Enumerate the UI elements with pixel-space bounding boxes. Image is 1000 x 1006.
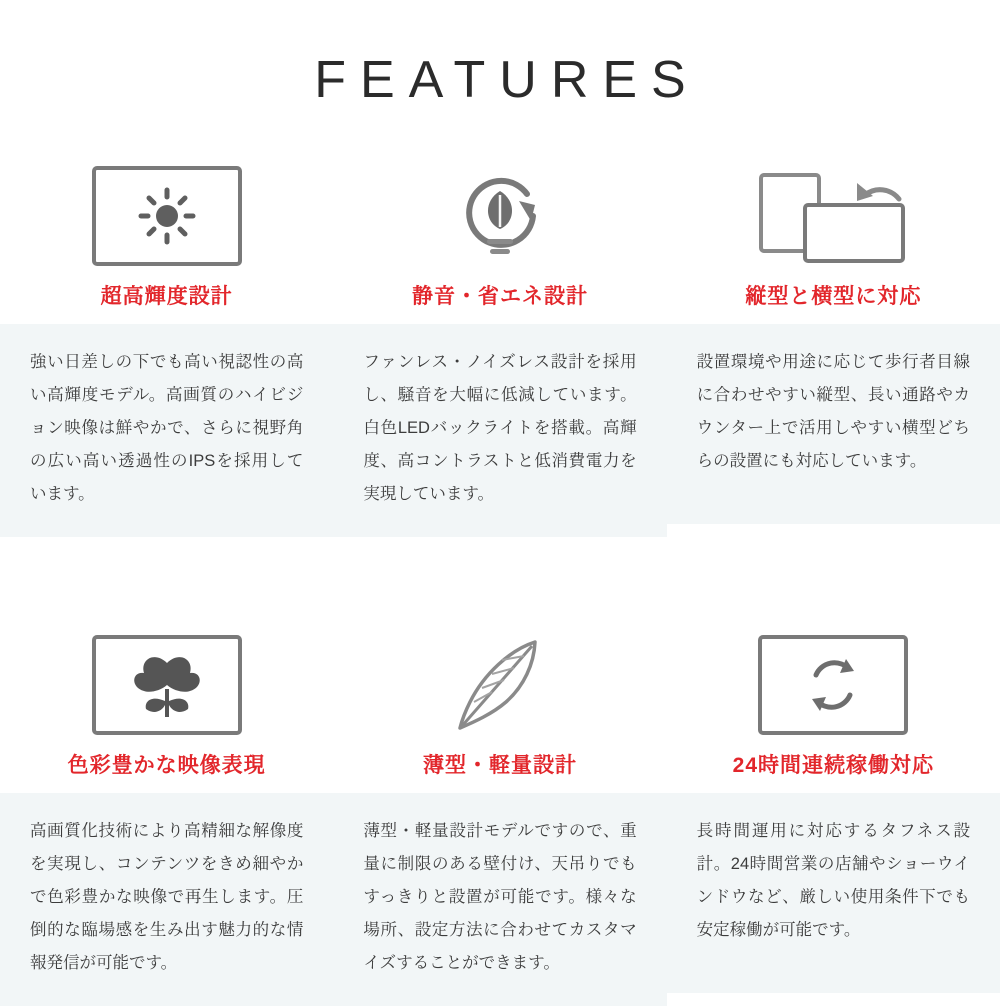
- feature-title: 縦型と横型に対応: [745, 285, 922, 308]
- flower-color-display-icon: [92, 625, 242, 745]
- page-title: FEATURES: [314, 51, 700, 109]
- rotate-orientation-icon: [753, 156, 913, 276]
- continuous-operation-icon: [758, 625, 908, 745]
- feature-body: 強い日差しの下でも高い視認性の高い高輝度モデル。高画質のハイビジョン映像は鮮やかで、さらに視野角の広い高い透過性のIPSを採用しています。: [30, 353, 304, 503]
- feature-body-wrap: [0, 793, 333, 1006]
- brightness-display-icon: [92, 156, 242, 276]
- feature-body: 設置環境や用途に応じて歩行者目線に合わせやすい縦型、長い通路やカウンター上で活用しやすい横型どちらの設置にも対応しています。: [696, 353, 970, 470]
- feature-card-lightweight: [333, 625, 666, 1006]
- feature-card-continuous-operation: [667, 625, 1000, 1006]
- feature-card-color: [0, 625, 333, 1006]
- feature-title: 静音・省エネ設計: [411, 285, 588, 308]
- feature-body: ファンレス・ノイズレス設計を採用し、騒音を大幅に低減しています。白色LEDバックライトを搭載。高輝度、高コントラストと低消費電力を実現しています。: [363, 353, 637, 503]
- feature-title: 薄型・軽量設計: [422, 754, 577, 777]
- feature-title: 24時間連続稼働対応: [732, 754, 934, 777]
- feature-card-orientation: [667, 156, 1000, 537]
- feature-title: 超高輝度設計: [100, 285, 233, 308]
- feature-body: 長時間運用に対応するタフネス設計。24時間営業の店舗やショーウインドウなど、厳しい使用条件下でも安定稼働が可能です。: [696, 822, 970, 939]
- feature-body-wrap: [667, 324, 1000, 524]
- feature-title: 色彩豊かな映像表現: [67, 754, 266, 777]
- feature-card-brightness: [0, 156, 333, 537]
- feature-body: 薄型・軽量設計モデルですので、重量に制限のある壁付け、天吊りでもすっきりと設置が可能です。様々な場所、設定方法に合わせてカスタマイズすることができます。: [363, 822, 637, 972]
- features-grid-row-1: [0, 156, 1000, 537]
- feature-body-wrap: [333, 324, 666, 537]
- features-grid-row-2: [0, 625, 1000, 1006]
- feature-body-wrap: [333, 793, 666, 1006]
- feature-body-wrap: [0, 324, 333, 537]
- feature-body: 高画質化技術により高精細な解像度を実現し、コンテンツをきめ細やかで色彩豊かな映像で再生します。圧倒的な臨場感を生み出す魅力的な情報発信が可能です。: [30, 822, 304, 972]
- feature-body-wrap: [667, 793, 1000, 993]
- feature-card-eco: [333, 156, 666, 537]
- feather-lightweight-icon: [440, 625, 560, 745]
- row-divider-space: [0, 537, 1000, 579]
- eco-leaf-bulb-icon: [445, 156, 555, 276]
